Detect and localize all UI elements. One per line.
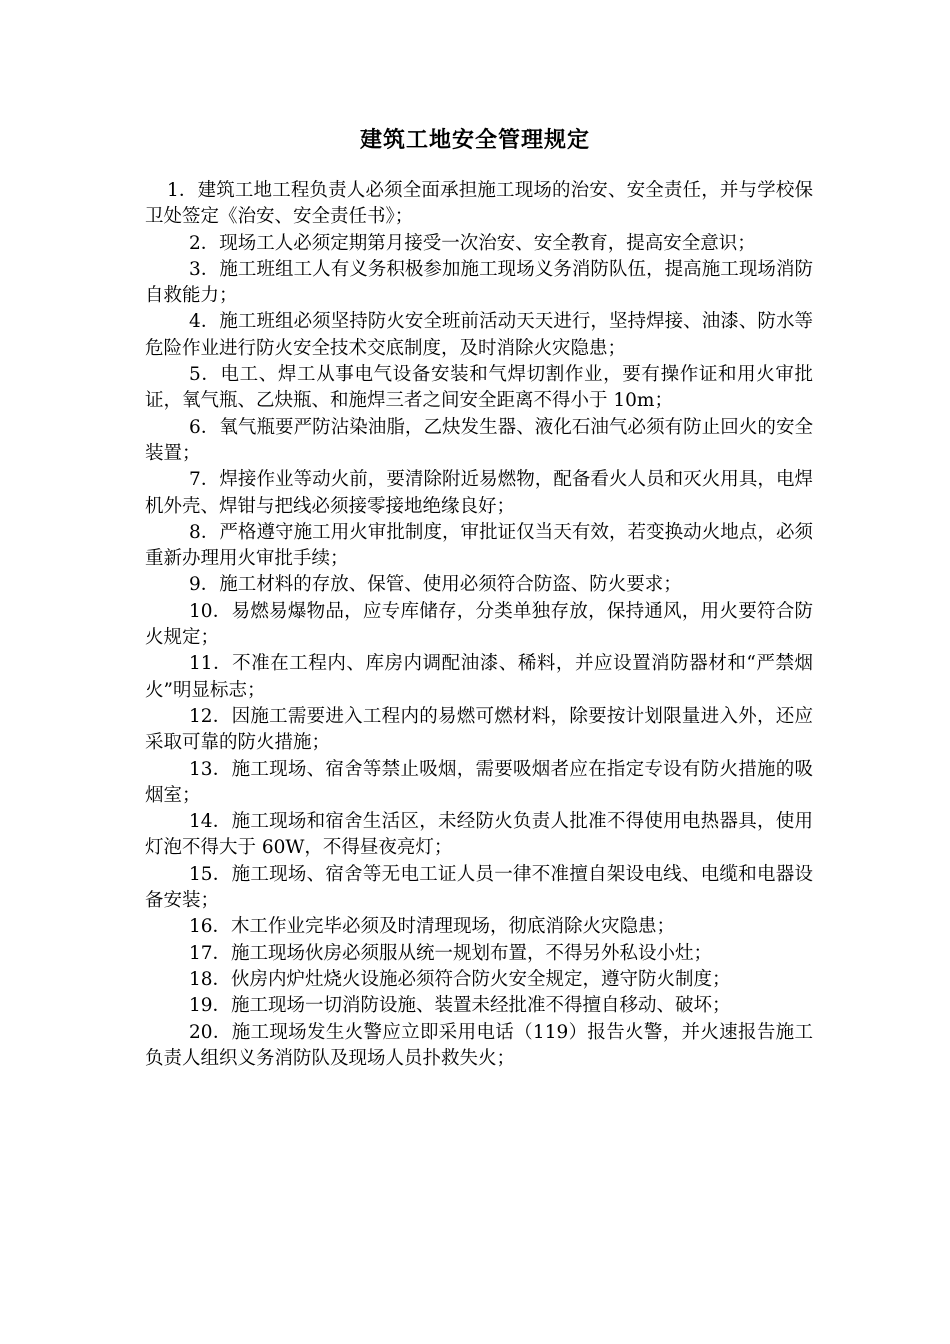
clause-7: 7．焊接作业等动火前，要清除附近易燃物，配备看火人员和灭火用具，电焊机外壳、焊钳与把线必须接零接地绝缘良好； [145,469,813,517]
clause-8: 8．严格遵守施工用火审批制度，审批证仅当天有效，若变换动火地点，必须重新办理用火审批手续； [145,521,813,570]
clause-16: 16．木工作业完毕必须及时清理现场，彻底消除火灾隐患； [189,916,676,938]
clause-5: 5．电工、焊工从事电气设备安装和气焊切割作业，要有操作证和用火审批证，氧气瓶、乙炔瓶、和施焊三者之间安全距离不得小于 10m； [145,364,813,412]
clause-3: 3．施工班组工人有义务积极参加施工现场义务消防队伍，提高施工现场消防自救能力； [145,258,813,307]
clause-19: 19．施工现场一切消防设施、装置未经批准不得擅自移动、破坏； [189,995,731,1017]
clause-12: 12．因施工需要进入工程内的易燃可燃材料，除要按计划限量进入外，还应采取可靠的防火措施； [145,705,813,754]
clause-10: 10．易燃易爆物品，应专库储存，分类单独存放，保持通风，用火要符合防火规定； [145,600,813,649]
clause-14: 14．施工现场和宿舍生活区，未经防火负责人批准不得使用电热器具，使用灯泡不得大于 60W，不得昼夜亮灯； [145,811,813,859]
clause-1: 1．建筑工地工程负责人必须全面承担施工现场的治安、安全责任，并与学校保卫处签定《治安、安全责任书》； [145,180,813,228]
clause-20: 20．施工现场发生火警应立即采用电话（119）报告火警，并火速报告施工负责人组织义务消防队及现场人员扑救失火； [145,1021,813,1069]
clause-list [145,178,813,1072]
clause-18: 18．伙房内炉灶烧火设施必须符合防火安全规定，遵守防火制度； [189,968,731,990]
clause-4: 4．施工班组必须坚持防火安全班前活动天天进行，坚持焊接、油漆、防水等危险作业进行防火安全技术交底制度，及时消除火灾隐患； [145,311,813,359]
clause-11: 11．不准在工程内、库房内调配油漆、稀料，并应设置消防器材和“严禁烟火”明显标志； [145,653,813,701]
clause-17: 17．施工现场伙房必须服从统一规划布置，不得另外私设小灶； [189,942,713,964]
clause-13: 13．施工现场、宿舍等禁止吸烟，需要吸烟者应在指定专设有防火措施的吸烟室； [145,758,813,806]
clause-6: 6．氧气瓶要严防沾染油脂，乙炔发生器、液化石油气必须有防止回火的安全装置； [145,416,813,464]
clause-9: 9．施工材料的存放、保管、使用必须符合防盗、防火要求； [189,574,682,596]
clause-2: 2．现场工人必须定期第月接受一次治安、安全教育，提高安全意识； [189,232,756,254]
document-title: 建筑工地安全管理规定 [359,127,590,153]
clause-15: 15．施工现场、宿舍等无电工证人员一律不准擅自架设电线、电缆和电器设备安装； [145,863,813,912]
